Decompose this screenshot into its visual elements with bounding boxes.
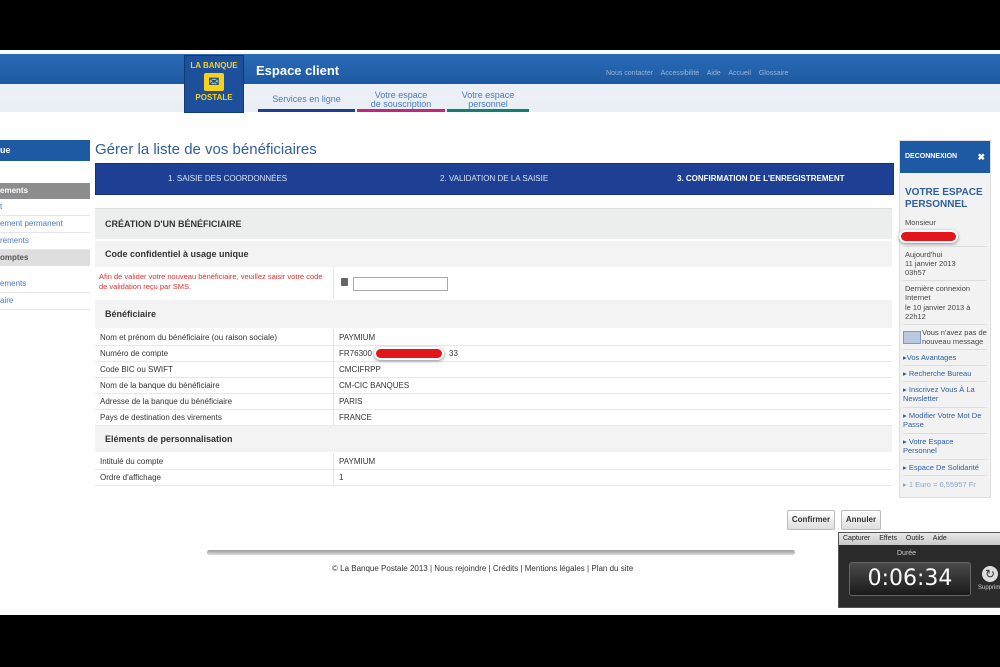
today-date: 11 janvier 2013 [905, 259, 956, 268]
link-mot-de-passe[interactable] [903, 411, 985, 429]
separator: | [488, 564, 493, 573]
browser-screen [0, 50, 1000, 615]
divider [903, 459, 987, 460]
confirm-button[interactable]: Confirmer [787, 510, 835, 530]
row-value: CMCIFRPP [339, 365, 381, 374]
row-value-end: 33 [449, 349, 458, 358]
divider [333, 453, 334, 469]
header-band [0, 54, 1000, 84]
spacer [0, 266, 90, 276]
envelope-icon [903, 331, 921, 344]
sidebar-item[interactable]: rements [0, 233, 90, 250]
spacer [0, 161, 90, 183]
top-link[interactable]: Nous contacter [606, 70, 654, 77]
sidebar-item[interactable]: ement permanent [0, 216, 90, 233]
arrow-icon: ▸ [903, 480, 909, 489]
divider [333, 345, 334, 361]
arrow-icon: ▸ [903, 353, 907, 362]
reset-icon[interactable]: ↻ [982, 566, 998, 582]
link-label: Espace De Solidarité [908, 463, 979, 472]
tab-services-en-ligne[interactable] [258, 86, 355, 112]
row-value: 1 [339, 473, 344, 482]
duration-label: Durée [897, 550, 917, 557]
row-value: PAYMIUM [339, 333, 376, 342]
logo-line1: LA BANQUE [190, 61, 238, 70]
logout-label: DECONNEXION [905, 153, 958, 160]
copyright: © La Banque Postale 2013 [332, 564, 428, 573]
arrow-icon: ▸ [903, 369, 909, 378]
tab-underline [258, 109, 355, 112]
logout-button[interactable] [900, 141, 990, 173]
euro-rate-label: 1 Euro = 6,55957 Fr [908, 480, 976, 489]
last-connection-date: le 10 janvier 2013 à [905, 303, 971, 312]
row-label: Numéro de compte [100, 349, 169, 358]
greeting: Monsieur [905, 218, 936, 227]
divider [333, 267, 334, 299]
top-link[interactable]: Glossaire [758, 70, 789, 77]
link-label: Modifier Votre Mot De Passe [903, 411, 982, 429]
redaction-mark [901, 232, 956, 241]
table-row [95, 469, 892, 486]
divider [333, 377, 334, 393]
progress-steps [95, 163, 894, 195]
tab-underline [447, 109, 529, 112]
creation-header: CRÉATION D'UN BÉNÉFICIAIRE [95, 209, 892, 239]
link-label: Vos Avantages [906, 353, 957, 362]
menu-item[interactable]: Outils [905, 535, 924, 542]
divider [333, 409, 334, 425]
page-title: Gérer la liste de vos bénéficiaires [95, 141, 317, 158]
top-link[interactable]: Aide [706, 70, 721, 77]
beneficiaire-section-header: Bénéficiaire [95, 300, 892, 328]
table-row [95, 393, 892, 410]
link-espace-solidarite[interactable] [903, 463, 979, 472]
step-3: 3. CONFIRMATION DE L'ENREGISTREMENT [677, 174, 845, 183]
step-2: 2. VALIDATION DE LA SAISIE [440, 174, 549, 183]
tab-espace-personnel[interactable] [447, 86, 529, 112]
code-section-header: Code confidentiel à usage unique [95, 241, 892, 267]
tab-label: Votre espace [461, 90, 515, 100]
left-sidebar-header[interactable]: ue [0, 140, 90, 161]
row-label: Ordre d'affichage [100, 473, 161, 482]
link-newsletter[interactable] [903, 385, 985, 403]
tab-espace-souscription[interactable] [357, 86, 445, 112]
delete-label[interactable]: Supprim [978, 585, 1000, 591]
step-1: 1. SAISIE DES COORDONNÉES [168, 174, 288, 183]
arrow-icon: ▸ [903, 437, 909, 446]
sidebar-section[interactable]: ements [0, 183, 90, 199]
divider [903, 280, 987, 281]
arrow-icon: ▸ [903, 411, 909, 420]
divider [903, 433, 987, 434]
espace-client-title: Espace client [256, 63, 340, 78]
redaction-mark [376, 349, 442, 358]
espace-personnel-title: VOTRE ESPACE PERSONNEL [905, 187, 983, 210]
code-instruction: Afin de valider votre nouveau bénéficiaire, veuillez saisir votre code de validation reçu par SMS. [99, 272, 323, 291]
sidebar-section[interactable]: omptes [0, 250, 90, 266]
divider [903, 475, 987, 476]
lock-icon [341, 278, 348, 286]
last-connection-time: 22h12 [905, 312, 926, 321]
perso-section-header: Eléments de personnalisation [95, 426, 892, 452]
sidebar-item[interactable]: aire [0, 293, 90, 310]
link-espace-personnel[interactable] [903, 437, 985, 455]
divider [903, 381, 987, 382]
tab-label: personnel [468, 99, 508, 109]
link-recherche-bureau[interactable] [903, 369, 971, 378]
top-link[interactable]: Accueil [728, 70, 751, 77]
row-value: FR76300 [339, 349, 372, 358]
divider [333, 469, 334, 485]
separator: | [520, 564, 525, 573]
row-label: Nom de la banque du bénéficiaire [100, 381, 220, 390]
top-link[interactable]: Accessibilité [660, 70, 700, 77]
row-label: Intitulé du compte [100, 457, 164, 466]
tab-label: Services en ligne [272, 94, 341, 104]
euro-rate [903, 480, 976, 489]
link-vos-avantages[interactable] [903, 353, 956, 362]
divider [333, 329, 334, 345]
recorder-widget [838, 532, 1000, 608]
beneficiary-form-panel [95, 208, 892, 499]
messages-status[interactable]: Vous n'avez pas de nouveau message [922, 328, 987, 346]
row-value: PARIS [339, 397, 363, 406]
last-connection-label: Dernière connexion Internet [905, 284, 971, 302]
table-row [95, 345, 892, 362]
row-label: Adresse de la banque du bénéficiaire [100, 397, 233, 406]
table-row [95, 329, 892, 346]
sidebar-item[interactable]: t [0, 199, 90, 216]
footer-link[interactable]: Mentions légales [524, 564, 585, 573]
footer [332, 564, 633, 573]
table-row [95, 361, 892, 378]
sidebar-item[interactable]: ements [0, 276, 90, 293]
top-links [606, 70, 794, 77]
table-row [95, 377, 892, 394]
cancel-button[interactable]: Annuler [841, 510, 881, 530]
today-label: Aujourd'hui [905, 250, 943, 259]
tab-label: Votre espace [374, 90, 428, 100]
link-label: Recherche Bureau [908, 369, 972, 378]
divider [903, 365, 987, 366]
divider [333, 361, 334, 377]
tab-label: de souscription [370, 99, 432, 109]
menu-item[interactable]: Capturer [843, 535, 871, 542]
footer-link[interactable]: Plan du site [591, 564, 634, 573]
right-sidebar [899, 140, 991, 498]
site-header [0, 50, 1000, 112]
divider [333, 393, 334, 409]
footer-link[interactable]: Nous rejoindre [434, 564, 487, 573]
bird-icon: ✉ [204, 73, 224, 91]
row-value: PAYMIUM [339, 457, 376, 466]
menu-item[interactable]: Aide [932, 535, 947, 542]
tab-underline [357, 109, 445, 112]
divider [903, 349, 987, 350]
row-label: Nom et prénom du bénéficiaire (ou raison sociale) [100, 333, 277, 342]
today-time: 03h57 [905, 268, 926, 277]
separator: | [429, 564, 435, 573]
footer-link[interactable]: Crédits [492, 564, 519, 573]
elapsed-time: 0:06:34 [849, 562, 971, 596]
link-label: Votre Espace Personnel [903, 437, 954, 455]
la-banque-postale-logo[interactable] [184, 55, 244, 113]
row-value: FRANCE [339, 413, 372, 422]
table-row [95, 453, 892, 470]
row-label: Code BIC ou SWIFT [100, 365, 173, 374]
separator: | [587, 564, 592, 573]
sms-code-input[interactable] [353, 277, 448, 291]
arrow-icon: ▸ [903, 385, 909, 394]
recorder-menu [839, 533, 1000, 545]
table-row [95, 409, 892, 426]
divider [903, 246, 987, 247]
divider [903, 407, 987, 408]
left-sidebar [0, 140, 90, 310]
close-icon: ✖ [977, 152, 985, 162]
row-label: Pays de destination des virements [100, 413, 222, 422]
link-label: Inscrivez Vous À La Newsletter [903, 385, 975, 403]
menu-item[interactable]: Effets [879, 535, 897, 542]
logo-line2: POSTALE [195, 93, 233, 102]
arrow-icon: ▸ [903, 463, 909, 472]
footer-divider [207, 550, 795, 555]
divider [903, 324, 987, 325]
row-value: CM-CIC BANQUES [339, 381, 410, 390]
